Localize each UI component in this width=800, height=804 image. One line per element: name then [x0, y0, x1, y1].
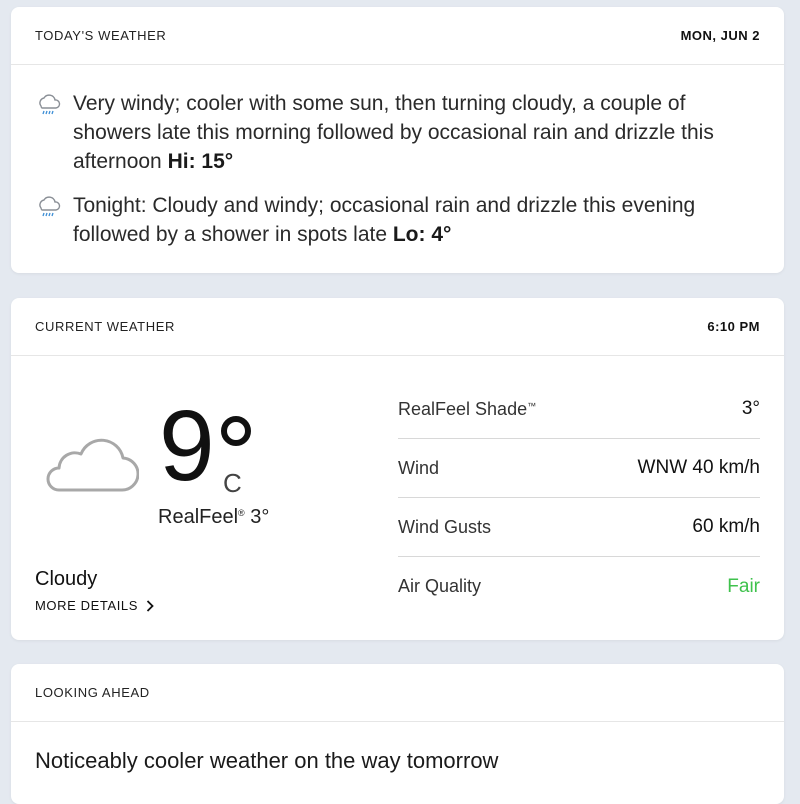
cloud-icon [39, 428, 139, 496]
todays-weather-title: TODAY'S WEATHER [35, 28, 167, 43]
current-weather-title: CURRENT WEATHER [35, 319, 175, 334]
current-condition: Cloudy [35, 568, 98, 590]
forecast-day-text [73, 89, 764, 176]
rain-cloud-icon [35, 91, 63, 119]
current-weather-card [11, 298, 784, 640]
realfeel-label: RealFeel [158, 506, 239, 528]
detail-value: 3° [741, 398, 760, 419]
detail-label: Wind [398, 457, 440, 478]
detail-row-wind [398, 439, 760, 498]
detail-value: WNW 40 km/h [637, 457, 760, 478]
forecast-day-item [35, 89, 764, 176]
more-details-label: MORE DETAILS [35, 598, 139, 613]
forecast-low-temp: Lo: 4° [392, 223, 452, 246]
looking-ahead-card[interactable] [11, 664, 784, 804]
detail-row-realfeel-shade [398, 380, 760, 439]
forecast-night-text [73, 191, 764, 249]
degree-symbol [221, 416, 251, 446]
forecast-day-phrase: Very windy; cooler with some sun, then turning cloudy, a couple of showers late this morning followed by occasional rain and drizzle this afternoon [73, 92, 714, 173]
realfeel-shade-label: RealFeel Shade [398, 398, 528, 419]
current-details-list [398, 380, 760, 616]
registered-mark: ® [238, 508, 245, 518]
air-quality-value: Fair [727, 575, 760, 597]
detail-row-wind-gusts [398, 498, 760, 557]
current-weather-header [11, 298, 784, 356]
forecast-high-temp: Hi: 15° [167, 150, 234, 173]
looking-ahead-header [11, 664, 784, 722]
realfeel-readout [158, 506, 269, 529]
detail-label: Air Quality [398, 576, 482, 596]
todays-weather-date: MON, JUN 2 [680, 28, 760, 43]
detail-row-air-quality [398, 557, 760, 616]
rain-cloud-icon [35, 193, 63, 221]
detail-value: 60 km/h [692, 516, 760, 537]
chevron-right-icon [146, 600, 154, 612]
looking-ahead-text: Noticeably cooler weather on the way tomorrow [35, 748, 499, 773]
detail-label: Wind Gusts [398, 516, 492, 537]
detail-label [398, 399, 536, 420]
temperature-unit: C [223, 468, 242, 498]
forecast-night-phrase: Tonight: Cloudy and windy; occasional rain and drizzle this evening followed by a shower in spots late [73, 194, 696, 246]
todays-weather-header [11, 7, 784, 65]
realfeel-value: 3° [250, 506, 270, 528]
current-temperature: 9 [159, 390, 213, 502]
todays-weather-card [11, 7, 784, 273]
more-details-link[interactable] [35, 598, 154, 613]
trademark-mark: ™ [527, 400, 537, 411]
looking-ahead-title: LOOKING AHEAD [35, 685, 150, 700]
forecast-night-item [35, 191, 764, 249]
current-weather-time: 6:10 PM [707, 319, 760, 334]
